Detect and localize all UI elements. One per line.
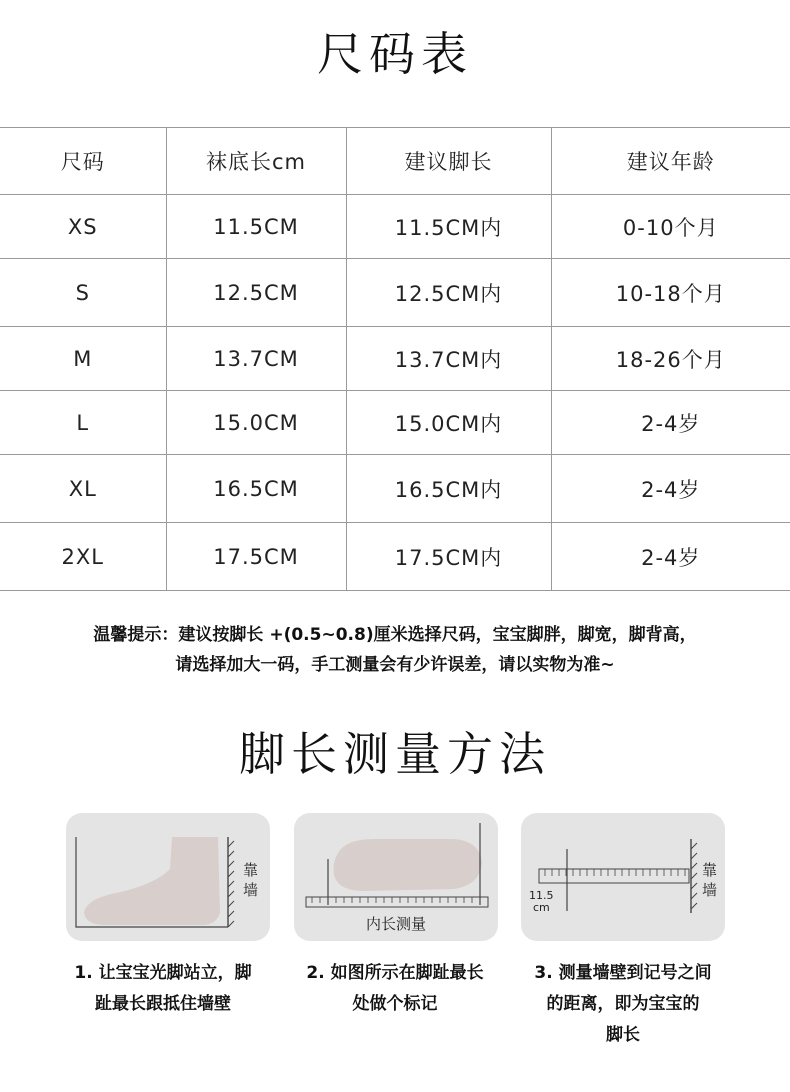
cell-foot-length: 16.5CM内 <box>346 455 551 523</box>
cell-sock-length: 12.5CM <box>166 259 346 327</box>
step-line: 1. 让宝宝光脚站立，脚 <box>74 963 252 983</box>
cell-sock-length: 11.5CM <box>166 195 346 259</box>
tip-line-2: 请选择加大一码，手工测量会有少许误差，请以实物为准~ <box>175 655 615 675</box>
cell-foot-length: 13.7CM内 <box>346 327 551 391</box>
cell-age: 0-10个月 <box>551 195 790 259</box>
cell-age: 2-4岁 <box>551 455 790 523</box>
step2-illustration <box>294 813 498 941</box>
cell-foot-length: 11.5CM内 <box>346 195 551 259</box>
cell-foot-length: 15.0CM内 <box>346 391 551 455</box>
table-row <box>0 327 790 391</box>
tip-text <box>0 620 790 680</box>
table-row <box>0 195 790 259</box>
tip-line-1: 温馨提示：建议按脚长 +(0.5~0.8)厘米选择尺码，宝宝脚胖，脚宽，脚背高， <box>93 625 697 645</box>
step-line: 脚长 <box>606 1025 640 1045</box>
step-3-text <box>508 958 738 1051</box>
cell-size: L <box>0 391 166 455</box>
step-line: 趾最长跟抵住墙壁 <box>95 994 231 1014</box>
cell-sock-length: 17.5CM <box>166 523 346 591</box>
ruler-wall-icon <box>521 813 725 941</box>
footprint-ruler-icon <box>294 813 498 941</box>
step-line: 2. 如图所示在脚趾最长 <box>306 963 484 983</box>
table-header-row <box>0 128 790 195</box>
measure-unit: cm <box>533 901 550 914</box>
step-line: 的距离，即为宝宝的 <box>546 994 700 1014</box>
size-table <box>0 127 790 591</box>
cell-foot-length: 17.5CM内 <box>346 523 551 591</box>
cell-sock-length: 13.7CM <box>166 327 346 391</box>
cell-size: S <box>0 259 166 327</box>
foot-against-wall-icon <box>66 813 270 941</box>
step-line: 处做个标记 <box>352 994 438 1014</box>
cell-foot-length: 12.5CM内 <box>346 259 551 327</box>
wall-label-a: 靠 <box>243 861 259 879</box>
cell-size: XS <box>0 195 166 259</box>
wall-label-a: 靠 <box>702 861 718 879</box>
step3-illustration <box>521 813 725 941</box>
header-age: 建议年龄 <box>551 128 790 195</box>
ruler-label: 内长测量 <box>365 915 427 933</box>
cell-age: 2-4岁 <box>551 523 790 591</box>
cell-size: XL <box>0 455 166 523</box>
method-title: 脚长测量方法 <box>239 727 551 781</box>
measure-value: 11.5 <box>529 889 554 902</box>
cell-age: 18-26个月 <box>551 327 790 391</box>
header-size: 尺码 <box>0 128 166 195</box>
step-1-text <box>48 958 278 1020</box>
table-row <box>0 259 790 327</box>
cell-age: 10-18个月 <box>551 259 790 327</box>
table-row <box>0 523 790 591</box>
cell-sock-length: 16.5CM <box>166 455 346 523</box>
page-title: 尺码表 <box>317 27 473 81</box>
step1-illustration <box>66 813 270 941</box>
table-row <box>0 455 790 523</box>
wall-label-b: 墙 <box>243 881 259 899</box>
table-row <box>0 391 790 455</box>
wall-label-b: 墙 <box>702 881 718 899</box>
header-sock-length: 袜底长cm <box>166 128 346 195</box>
cell-size: M <box>0 327 166 391</box>
cell-sock-length: 15.0CM <box>166 391 346 455</box>
cell-size: 2XL <box>0 523 166 591</box>
cell-age: 2-4岁 <box>551 391 790 455</box>
header-foot-length: 建议脚长 <box>346 128 551 195</box>
step-line: 3. 测量墙壁到记号之间 <box>534 963 712 983</box>
step-2-text <box>280 958 510 1020</box>
